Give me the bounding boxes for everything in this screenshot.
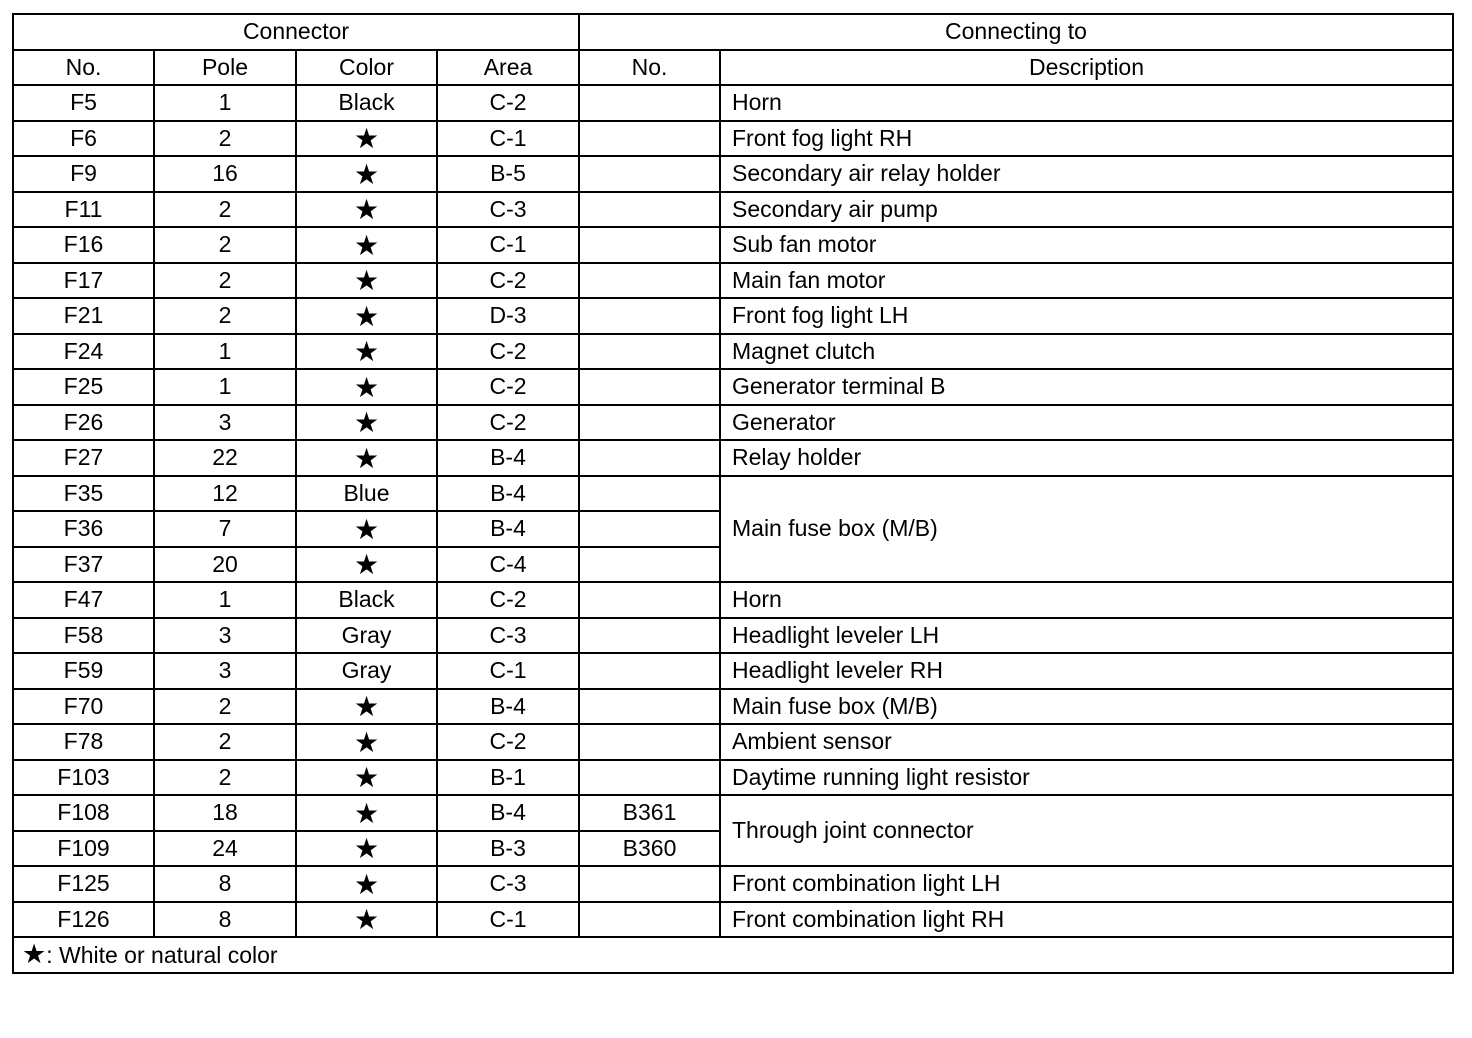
pole-cell: 8 xyxy=(154,902,296,938)
star-icon: ★ xyxy=(22,939,47,970)
area-cell: C-3 xyxy=(437,618,579,654)
connecting-no-cell: B360 xyxy=(579,831,720,867)
color-cell: Black xyxy=(296,582,437,618)
color-cell xyxy=(296,831,437,867)
connecting-no-cell xyxy=(579,334,720,370)
connector-no-cell: F37 xyxy=(13,547,154,583)
group-header-row xyxy=(13,14,1453,50)
connector-no-cell: F16 xyxy=(13,227,154,263)
star-icon: ★ xyxy=(353,123,380,155)
area-cell: C-2 xyxy=(437,724,579,760)
area-cell: B-4 xyxy=(437,511,579,547)
area-cell: C-2 xyxy=(437,582,579,618)
pole-cell: 2 xyxy=(154,689,296,725)
connecting-no-cell xyxy=(579,121,720,157)
star-icon: ★ xyxy=(353,868,380,900)
connector-no-cell: F24 xyxy=(13,334,154,370)
connector-no-cell: F78 xyxy=(13,724,154,760)
description-cell: Magnet clutch xyxy=(720,334,1453,370)
description-cell: Ambient sensor xyxy=(720,724,1453,760)
connecting-no-cell xyxy=(579,689,720,725)
star-icon: ★ xyxy=(353,904,380,936)
star-icon: ★ xyxy=(353,549,380,581)
connecting-no-cell xyxy=(579,476,720,512)
connecting-no-cell xyxy=(579,760,720,796)
star-icon: ★ xyxy=(353,407,380,439)
pole-cell: 2 xyxy=(154,760,296,796)
connecting-no-cell xyxy=(579,582,720,618)
connecting-no-cell xyxy=(579,511,720,547)
area-cell: D-3 xyxy=(437,298,579,334)
table-row xyxy=(13,298,1453,334)
pole-cell: 22 xyxy=(154,440,296,476)
area-cell: C-2 xyxy=(437,263,579,299)
table-row xyxy=(13,263,1453,299)
description-cell: Front combination light LH xyxy=(720,866,1453,902)
color-cell: Gray xyxy=(296,618,437,654)
star-icon: ★ xyxy=(353,726,380,758)
pole-cell: 7 xyxy=(154,511,296,547)
star-icon: ★ xyxy=(353,336,380,368)
area-cell: B-3 xyxy=(437,831,579,867)
description-cell: Generator terminal B xyxy=(720,369,1453,405)
description-cell: Through joint connector xyxy=(720,795,1453,866)
star-icon: ★ xyxy=(353,442,380,474)
area-cell: C-2 xyxy=(437,369,579,405)
pole-cell: 12 xyxy=(154,476,296,512)
legend-text: : White or natural color xyxy=(46,942,278,969)
connector-no-cell: F11 xyxy=(13,192,154,228)
connector-no-cell: F103 xyxy=(13,760,154,796)
description-cell: Front fog light RH xyxy=(720,121,1453,157)
connector-no-cell: F36 xyxy=(13,511,154,547)
star-icon: ★ xyxy=(353,300,380,332)
connecting-no-cell xyxy=(579,192,720,228)
table-row xyxy=(13,156,1453,192)
color-cell xyxy=(296,902,437,938)
col-header-area: Area xyxy=(437,50,579,86)
connector-no-cell: F21 xyxy=(13,298,154,334)
connector-no-cell: F47 xyxy=(13,582,154,618)
pole-cell: 8 xyxy=(154,866,296,902)
description-cell: Horn xyxy=(720,582,1453,618)
star-icon: ★ xyxy=(353,833,380,865)
color-cell xyxy=(296,298,437,334)
area-cell: C-1 xyxy=(437,902,579,938)
color-cell xyxy=(296,547,437,583)
table-row xyxy=(13,440,1453,476)
color-cell xyxy=(296,866,437,902)
area-cell: B-4 xyxy=(437,476,579,512)
connecting-no-cell xyxy=(579,866,720,902)
color-cell xyxy=(296,405,437,441)
connecting-no-cell xyxy=(579,405,720,441)
pole-cell: 2 xyxy=(154,724,296,760)
description-cell: Secondary air relay holder xyxy=(720,156,1453,192)
star-icon: ★ xyxy=(353,229,380,261)
description-cell: Generator xyxy=(720,405,1453,441)
connecting-to-group-header: Connecting to xyxy=(579,14,1453,50)
pole-cell: 1 xyxy=(154,369,296,405)
area-cell: C-1 xyxy=(437,227,579,263)
area-cell: B-1 xyxy=(437,760,579,796)
table-row xyxy=(13,653,1453,689)
connector-no-cell: F25 xyxy=(13,369,154,405)
table-row xyxy=(13,866,1453,902)
description-cell: Front fog light LH xyxy=(720,298,1453,334)
color-cell xyxy=(296,334,437,370)
pole-cell: 20 xyxy=(154,547,296,583)
color-cell xyxy=(296,511,437,547)
table-row xyxy=(13,902,1453,938)
table-row xyxy=(13,192,1453,228)
color-cell xyxy=(296,724,437,760)
color-cell xyxy=(296,156,437,192)
star-icon: ★ xyxy=(353,762,380,794)
connecting-no-cell xyxy=(579,724,720,760)
connecting-no-cell xyxy=(579,298,720,334)
table-row xyxy=(13,476,1453,512)
area-cell: C-2 xyxy=(437,334,579,370)
color-cell xyxy=(296,689,437,725)
connecting-no-cell xyxy=(579,369,720,405)
table-row xyxy=(13,760,1453,796)
description-cell: Headlight leveler LH xyxy=(720,618,1453,654)
description-cell: Headlight leveler RH xyxy=(720,653,1453,689)
color-cell xyxy=(296,263,437,299)
connector-no-cell: F59 xyxy=(13,653,154,689)
col-header-color: Color xyxy=(296,50,437,86)
color-cell xyxy=(296,760,437,796)
color-cell xyxy=(296,227,437,263)
table-row xyxy=(13,334,1453,370)
pole-cell: 2 xyxy=(154,192,296,228)
color-cell xyxy=(296,192,437,228)
table-row xyxy=(13,227,1453,263)
color-cell xyxy=(296,121,437,157)
connecting-no-cell xyxy=(579,156,720,192)
description-cell: Front combination light RH xyxy=(720,902,1453,938)
area-cell: B-4 xyxy=(437,795,579,831)
description-cell: Secondary air pump xyxy=(720,192,1453,228)
connecting-no-cell xyxy=(579,227,720,263)
color-cell xyxy=(296,440,437,476)
connector-table xyxy=(12,13,1454,974)
connector-no-cell: F125 xyxy=(13,866,154,902)
description-cell: Main fuse box (M/B) xyxy=(720,476,1453,583)
connecting-no-cell xyxy=(579,85,720,121)
table-row xyxy=(13,121,1453,157)
connecting-no-cell xyxy=(579,440,720,476)
pole-cell: 3 xyxy=(154,618,296,654)
table-row xyxy=(13,369,1453,405)
connecting-no-cell xyxy=(579,653,720,689)
star-icon: ★ xyxy=(353,691,380,723)
pole-cell: 1 xyxy=(154,582,296,618)
connector-no-cell: F27 xyxy=(13,440,154,476)
area-cell: C-3 xyxy=(437,866,579,902)
pole-cell: 1 xyxy=(154,85,296,121)
star-icon: ★ xyxy=(353,797,380,829)
connector-group-header: Connector xyxy=(13,14,579,50)
table-row xyxy=(13,582,1453,618)
pole-cell: 24 xyxy=(154,831,296,867)
table-row xyxy=(13,689,1453,725)
table-row xyxy=(13,85,1453,121)
area-cell: C-1 xyxy=(437,653,579,689)
area-cell: C-4 xyxy=(437,547,579,583)
col-header-description: Description xyxy=(720,50,1453,86)
pole-cell: 18 xyxy=(154,795,296,831)
connector-no-cell: F6 xyxy=(13,121,154,157)
connecting-no-cell xyxy=(579,618,720,654)
pole-cell: 3 xyxy=(154,653,296,689)
legend-row xyxy=(13,937,1453,973)
pole-cell: 2 xyxy=(154,227,296,263)
table-row xyxy=(13,618,1453,654)
pole-cell: 3 xyxy=(154,405,296,441)
connector-no-cell: F109 xyxy=(13,831,154,867)
connecting-no-cell xyxy=(579,902,720,938)
col-header-to-no: No. xyxy=(579,50,720,86)
star-icon: ★ xyxy=(353,194,380,226)
area-cell: C-3 xyxy=(437,192,579,228)
col-header-no: No. xyxy=(13,50,154,86)
connector-no-cell: F70 xyxy=(13,689,154,725)
description-cell: Daytime running light resistor xyxy=(720,760,1453,796)
pole-cell: 2 xyxy=(154,121,296,157)
connector-no-cell: F58 xyxy=(13,618,154,654)
pole-cell: 1 xyxy=(154,334,296,370)
connecting-no-cell xyxy=(579,263,720,299)
area-cell: B-4 xyxy=(437,689,579,725)
connector-no-cell: F9 xyxy=(13,156,154,192)
description-cell: Relay holder xyxy=(720,440,1453,476)
star-icon: ★ xyxy=(353,371,380,403)
color-cell: Black xyxy=(296,85,437,121)
pole-cell: 2 xyxy=(154,263,296,299)
star-icon: ★ xyxy=(353,513,380,545)
col-header-pole: Pole xyxy=(154,50,296,86)
color-cell: Gray xyxy=(296,653,437,689)
color-cell xyxy=(296,795,437,831)
area-cell: C-1 xyxy=(437,121,579,157)
description-cell: Main fan motor xyxy=(720,263,1453,299)
connector-no-cell: F5 xyxy=(13,85,154,121)
star-icon: ★ xyxy=(353,265,380,297)
pole-cell: 16 xyxy=(154,156,296,192)
area-cell: B-4 xyxy=(437,440,579,476)
table-row xyxy=(13,405,1453,441)
table-row xyxy=(13,724,1453,760)
connector-no-cell: F17 xyxy=(13,263,154,299)
description-cell: Main fuse box (M/B) xyxy=(720,689,1453,725)
connector-no-cell: F108 xyxy=(13,795,154,831)
column-header-row xyxy=(13,50,1453,86)
area-cell: C-2 xyxy=(437,85,579,121)
color-cell xyxy=(296,369,437,405)
star-icon: ★ xyxy=(353,158,380,190)
area-cell: B-5 xyxy=(437,156,579,192)
connector-no-cell: F35 xyxy=(13,476,154,512)
description-cell: Sub fan motor xyxy=(720,227,1453,263)
legend-cell xyxy=(13,937,1453,973)
connector-no-cell: F26 xyxy=(13,405,154,441)
connecting-no-cell: B361 xyxy=(579,795,720,831)
description-cell: Horn xyxy=(720,85,1453,121)
table-row xyxy=(13,795,1453,831)
pole-cell: 2 xyxy=(154,298,296,334)
area-cell: C-2 xyxy=(437,405,579,441)
color-cell: Blue xyxy=(296,476,437,512)
connector-no-cell: F126 xyxy=(13,902,154,938)
connecting-no-cell xyxy=(579,547,720,583)
